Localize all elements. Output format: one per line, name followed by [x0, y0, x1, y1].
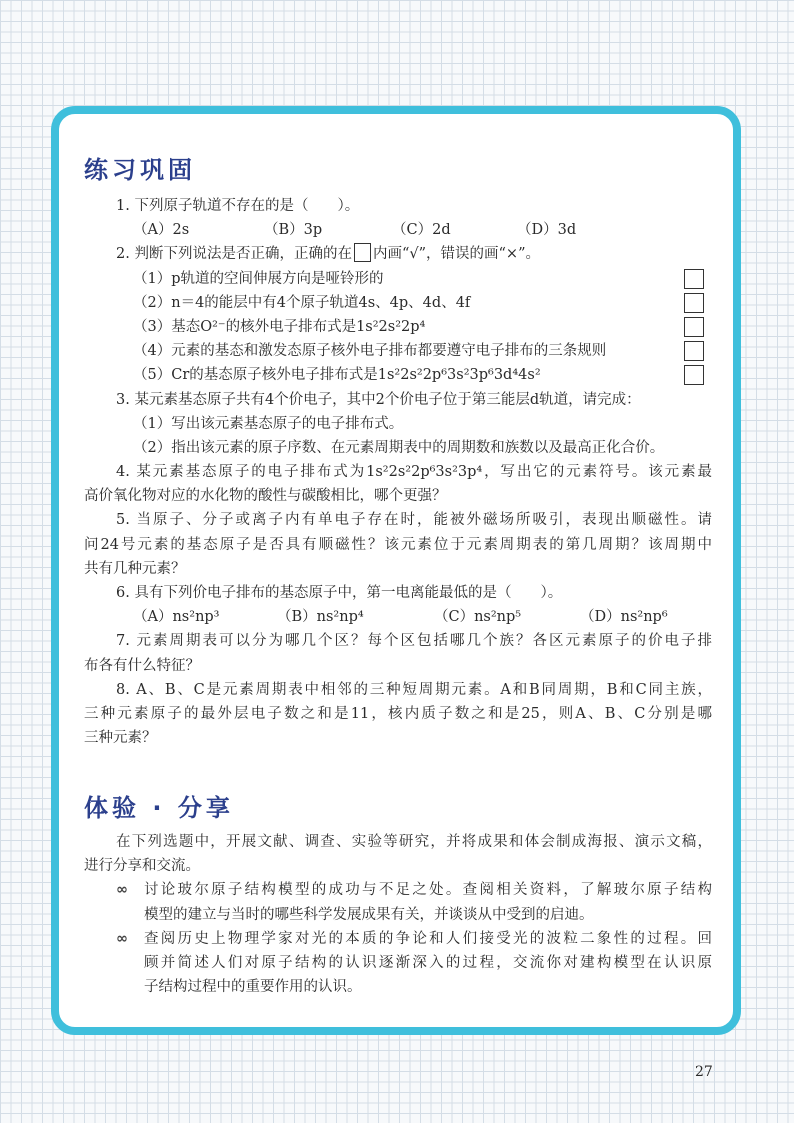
option-c: （C）ns²np⁵ [434, 609, 522, 626]
statement-1 [84, 267, 712, 291]
statement-4 [84, 339, 712, 363]
option-a: （A）2s [133, 222, 190, 239]
page-number: 27 [695, 1064, 713, 1080]
answer-checkbox[interactable] [684, 341, 704, 361]
statement-3 [84, 315, 712, 339]
question-1-options [84, 218, 712, 242]
question-3-part-1: （1）写出该元素基态原子的电子排布式。 [133, 415, 404, 432]
intro-line: 在下列选题中，开展文献、调查、实验等研究，并将成果和体会制成海报、演示文稿， [116, 834, 712, 850]
answer-checkbox[interactable] [684, 317, 704, 337]
infinity-bullet-icon: ∞ [116, 930, 129, 947]
topic-text: 查阅历史上物理学家对光的本质的争论和人们接受光的波粒二象性的过程。回 [144, 930, 712, 947]
question-6: 6. 具有下列价电子排布的基态原子中，第一电离能最低的是（ ）。 [116, 585, 563, 601]
question-8-line: 三种元素？ [84, 730, 157, 747]
question-5-line: 问24号元素的基态原子是否具有顺磁性？该元素位于元素周期表的第几周期？该周期中 [84, 536, 712, 553]
statement-text: （5）Cr的基态原子核外电子排布式是1s²2s²2p⁶3s²3p⁶3d⁴4s² [133, 367, 541, 384]
question-8-line: 8. A、B、C是元素周期表中相邻的三种短周期元素。A和B同周期，B和C同主族， [116, 681, 712, 698]
option-d: （D）ns²np⁶ [580, 609, 668, 626]
question-6-options [84, 605, 712, 629]
topic-2-line [84, 927, 712, 951]
share-section [84, 830, 712, 999]
question-2-text: 2. 判断下列说法是否正确，正确的在 [116, 246, 352, 263]
infinity-bullet-icon: ∞ [116, 882, 129, 899]
inline-checkbox-icon [354, 243, 371, 262]
question-4-line: 高价氧化物对应的水化物的酸性与碳酸相比，哪个更强？ [84, 488, 447, 505]
question-4-line: 4. 某元素基态原子的电子排布式为1s²2s²2p⁶3s²3p⁴，写出它的元素符号。该元素最 [116, 464, 712, 481]
question-5-line: 共有几种元素？ [84, 560, 186, 577]
question-3-part-2: （2）指出该元素的原子序数、在元素周期表中的周期数和族数以及最高正化合价。 [133, 439, 665, 456]
question-2-text-end: 内画“√”，错误的画“×”。 [372, 246, 540, 263]
answer-checkbox[interactable] [684, 293, 704, 313]
answer-checkbox[interactable] [684, 365, 704, 385]
section-title-share: 体验 · 分享 [84, 794, 234, 822]
question-3: 3. 某元素基态原子共有4个价电子，其中2个价电子位于第三能层d轨道，请完成： [116, 391, 641, 408]
statement-2 [84, 291, 712, 315]
statement-text: （4）元素的基态和激发态原子核外电子排布都要遵守电子排布的三条规则 [133, 343, 607, 360]
topic-1-line: 模型的建立与当时的哪些科学发展成果有关，并谈谈从中受到的启迪。 [144, 906, 594, 923]
statement-text: （2）n＝4的能层中有4个原子轨道4s、4p、4d、4f [133, 294, 471, 311]
statement-text: （3）基态O²⁻的核外电子排布式是1s²2s²2p⁴ [133, 318, 426, 335]
question-1: 1. 下列原子轨道不存在的是（ ）。 [116, 198, 360, 214]
answer-checkbox[interactable] [684, 269, 704, 289]
statement-text: （1）p轨道的空间伸展方向是哑铃形的 [133, 270, 384, 287]
practice-questions [84, 194, 712, 750]
topic-2-line: 子结构过程中的重要作用的认识。 [144, 979, 362, 996]
statement-5 [84, 363, 712, 387]
section-title-practice: 练习巩固 [84, 156, 196, 184]
topic-1-line [84, 878, 712, 902]
topic-text: 讨论玻尔原子结构模型的成功与不足之处。查阅相关资料，了解玻尔原子结构 [144, 882, 712, 899]
option-c: （C）2d [392, 222, 451, 239]
topic-2-line: 顾并简述人们对原子结构的认识逐渐深入的过程，交流你对建构模型在认识原 [144, 954, 712, 971]
question-5-line: 5. 当原子、分子或离子内有单电子存在时，能被外磁场所吸引，表现出顺磁性。请 [116, 512, 712, 529]
option-b: （B）3p [264, 222, 323, 239]
option-b: （B）ns²np⁴ [277, 609, 364, 626]
intro-line: 进行分享和交流。 [84, 858, 200, 875]
question-7-line: 布各有什么特征？ [84, 657, 200, 674]
question-2 [84, 242, 712, 266]
question-8-line: 三种元素原子的最外层电子数之和是11，核内质子数之和是25，则A、B、C分别是哪 [84, 705, 712, 722]
option-d: （D）3d [517, 222, 577, 239]
question-7-line: 7. 元素周期表可以分为哪几个区？每个区包括哪几个族？各区元素原子的价电子排 [116, 633, 712, 650]
option-a: （A）ns²np³ [133, 609, 220, 626]
